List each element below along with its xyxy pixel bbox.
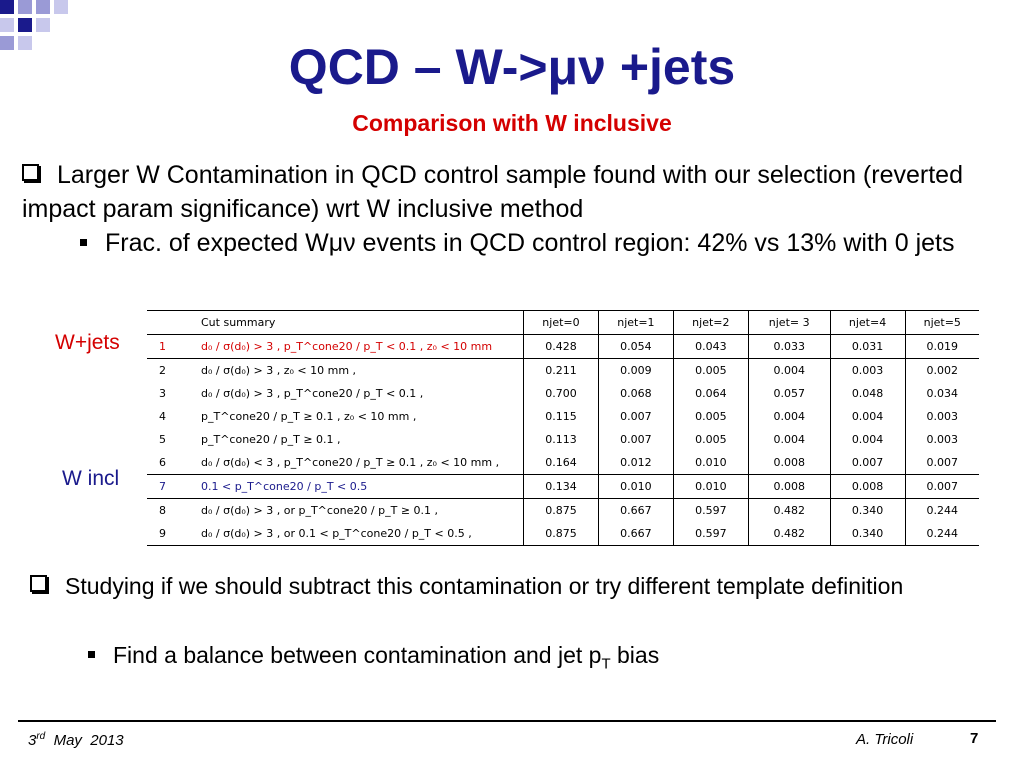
table-header-cut: Cut summary: [201, 311, 524, 335]
footer-date-num: 3: [28, 732, 37, 749]
row-index: 8: [159, 504, 166, 517]
row-value: 0.597: [673, 522, 748, 546]
row-index: 9: [147, 522, 201, 546]
row-value: 0.875: [524, 499, 599, 523]
sub-bullet-2-subscript: T: [601, 655, 611, 673]
row-value: 0.054: [598, 335, 673, 359]
row-value: 0.010: [673, 475, 748, 499]
row-value: 0.340: [830, 499, 905, 523]
row-value: 0.340: [830, 522, 905, 546]
slide-title: QCD – W->μν +jets: [288, 39, 736, 95]
row-value: 0.667: [598, 499, 673, 523]
row-value: 0.003: [905, 428, 979, 451]
row-value: 0.043: [673, 335, 748, 359]
sub-bullet-1-text: Frac. of expected Wμν events in QCD control region: 42% vs 13% with 0 jets: [105, 229, 955, 257]
table-header-njet3: njet= 3: [748, 311, 830, 335]
row-cut: d₀ / σ(d₀) > 3 , z₀ < 10 mm ,: [201, 364, 357, 377]
row-value: 0.007: [598, 428, 673, 451]
row-value: 0.003: [905, 405, 979, 428]
row-index: 3: [159, 387, 166, 400]
row-value: 0.482: [748, 522, 830, 546]
row-value: 0.482: [748, 499, 830, 523]
row-value: 0.057: [748, 382, 830, 405]
row-value: 0.010: [598, 475, 673, 499]
row-value: 0.009: [598, 359, 673, 383]
row-value: 0.007: [830, 451, 905, 475]
row-value: 0.012: [598, 451, 673, 475]
table-row: [147, 499, 979, 523]
row-value: 0.008: [830, 475, 905, 499]
row-value: 0.134: [524, 475, 599, 499]
row-value: 0.700: [524, 382, 599, 405]
row-index: 4: [159, 410, 166, 423]
table-header-njet0: njet=0: [524, 311, 599, 335]
row-cut: d₀ / σ(d₀) > 3 , or p_T^cone20 / p_T ≥ 0.1 ,: [201, 504, 439, 517]
row-cut: p_T^cone20 / p_T ≥ 0.1 , z₀ < 10 mm ,: [201, 410, 417, 423]
row-value: 0.007: [905, 475, 979, 499]
row-value: 0.003: [830, 359, 905, 383]
table-header-row: [147, 311, 979, 335]
row-value: 0.597: [673, 499, 748, 523]
sub-bullet-2-end: bias: [610, 642, 660, 668]
table-row: [147, 475, 979, 499]
row-value: 0.002: [905, 359, 979, 383]
row-value: 0.010: [673, 451, 748, 475]
table-header-njet4: njet=4: [830, 311, 905, 335]
row-index: 1: [147, 335, 201, 359]
row-value: 0.007: [598, 405, 673, 428]
row-value: 0.005: [673, 405, 748, 428]
square-bullet-icon: [88, 651, 95, 658]
row-value: 0.033: [748, 335, 830, 359]
row-value: 0.004: [748, 428, 830, 451]
row-value: 0.004: [748, 359, 830, 383]
row-value: 0.244: [905, 522, 979, 546]
row-index: 6: [147, 451, 201, 475]
square-bullet-icon: [80, 239, 87, 246]
bullet-2-text: Studying if we should subtract this contamination or try different template definition: [65, 573, 904, 599]
row-value: 0.428: [524, 335, 599, 359]
table-row: [147, 382, 979, 405]
row-value: 0.004: [748, 405, 830, 428]
row-cut: p_T^cone20 / p_T ≥ 0.1 ,: [201, 433, 341, 446]
cut-summary-table: [147, 310, 979, 546]
row-value: 0.004: [830, 428, 905, 451]
bullet-1: [22, 158, 1012, 226]
row-value: 0.034: [905, 382, 979, 405]
footer-date: [28, 731, 124, 749]
sub-bullet-2-text: Find a balance between contamination and jet p: [113, 642, 602, 668]
row-index: 2: [159, 364, 166, 377]
row-value: 0.004: [830, 405, 905, 428]
table-header-idx: [147, 311, 201, 335]
footer-date-rest: May 2013: [45, 732, 124, 749]
row-value: 0.113: [524, 428, 599, 451]
row-index: 5: [159, 433, 166, 446]
table-row: [147, 335, 979, 359]
row-cut: d₀ / σ(d₀) > 3 , p_T^cone20 / p_T < 0.1 ,: [201, 387, 424, 400]
bullet-1-text: Larger W Contamination in QCD control sample found with our selection (reverted impact param significance) wrt W inclusive method: [22, 161, 963, 223]
row-cut: d₀ / σ(d₀) > 3 , or 0.1 < p_T^cone20 / p_T < 0.5 ,: [201, 522, 524, 546]
row-value: 0.667: [598, 522, 673, 546]
row-value: 0.164: [524, 451, 599, 475]
table-header-njet2: njet=2: [673, 311, 748, 335]
table-header-njet5: njet=5: [905, 311, 979, 335]
row-cut: d₀ / σ(d₀) > 3 , p_T^cone20 / p_T < 0.1 , z₀ < 10 mm: [201, 335, 524, 359]
row-value: 0.875: [524, 522, 599, 546]
sub-bullet-2: [88, 640, 988, 680]
row-value: 0.019: [905, 335, 979, 359]
row-value: 0.008: [748, 451, 830, 475]
row-value: 0.007: [905, 451, 979, 475]
page-number: 7: [970, 730, 979, 747]
footer-divider: [18, 720, 996, 722]
bullet-2: [30, 570, 930, 602]
table-header-njet1: njet=1: [598, 311, 673, 335]
row-value: 0.064: [673, 382, 748, 405]
checkbox-bullet-icon: [22, 164, 39, 181]
slide-subtitle: Comparison with W inclusive: [352, 110, 672, 136]
sub-bullet-1: [80, 226, 1010, 260]
row-value: 0.048: [830, 382, 905, 405]
row-cut: 0.1 < p_T^cone20 / p_T < 0.5: [201, 475, 524, 499]
checkbox-bullet-icon: [30, 575, 47, 592]
row-value: 0.008: [748, 475, 830, 499]
row-value: 0.115: [524, 405, 599, 428]
label-wjets: W+jets: [55, 331, 120, 354]
label-wincl: W incl: [62, 467, 120, 490]
table-row: [147, 451, 979, 475]
row-value: 0.068: [598, 382, 673, 405]
table-row: [147, 359, 979, 383]
row-value: 0.005: [673, 428, 748, 451]
row-value: 0.005: [673, 359, 748, 383]
row-value: 0.244: [905, 499, 979, 523]
footer-date-sup: rd: [36, 731, 46, 742]
table-row: [147, 428, 979, 451]
row-value: 0.211: [524, 359, 599, 383]
table-row: [147, 405, 979, 428]
row-value: 0.031: [830, 335, 905, 359]
row-cut: d₀ / σ(d₀) < 3 , p_T^cone20 / p_T ≥ 0.1 , z₀ < 10 mm ,: [201, 451, 524, 475]
row-index: 7: [147, 475, 201, 499]
table-row: [147, 522, 979, 546]
footer-author: A. Tricoli: [856, 731, 914, 748]
